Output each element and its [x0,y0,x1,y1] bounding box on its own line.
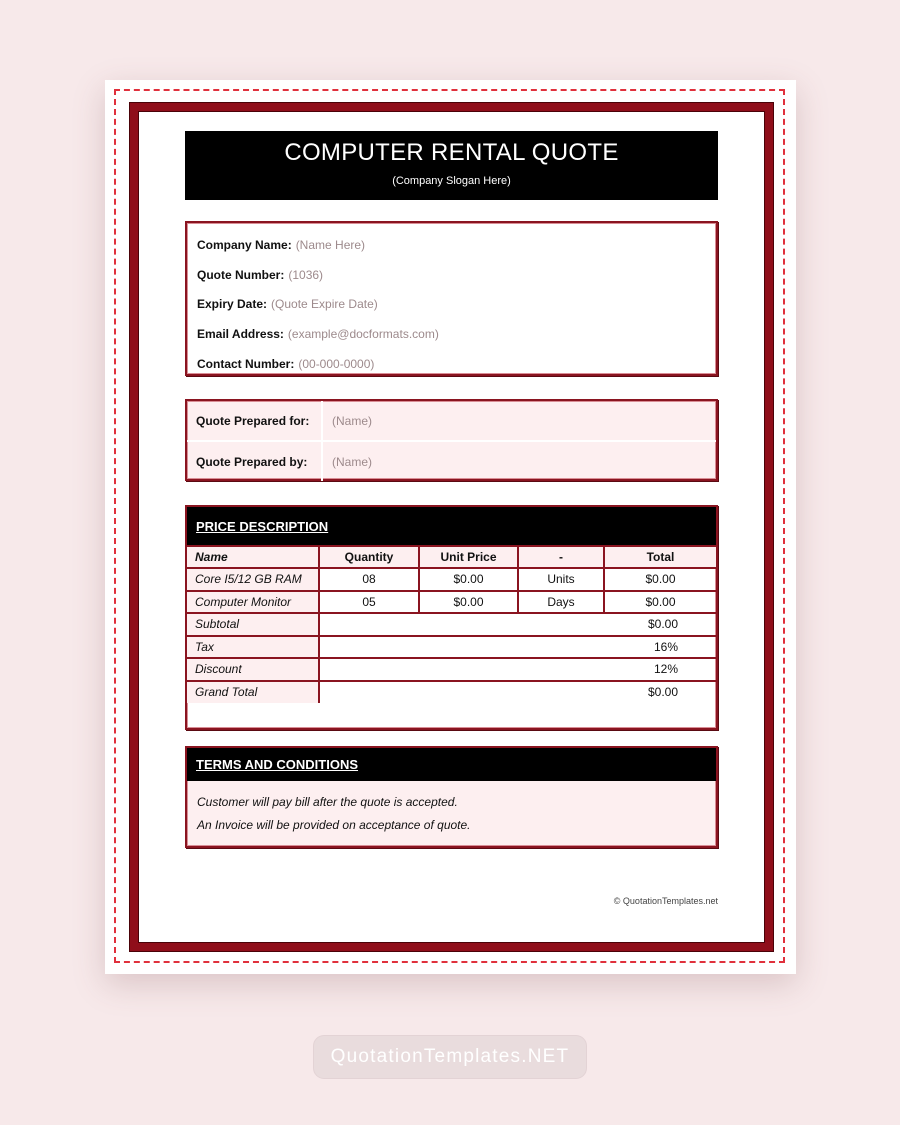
item-total[interactable]: $0.00 [604,568,716,591]
prepared-for-row [187,401,716,440]
field-label: Contact Number: [197,356,295,371]
site-watermark: QuotationTemplates.NET [314,1036,586,1078]
tax-value[interactable]: 16% [319,636,716,659]
grand-total-label: Grand Total [187,681,319,704]
company-slogan: (Company Slogan Here) [392,175,511,187]
col-header-name: Name [187,546,319,568]
company-info-box [185,221,718,376]
terms-heading: TERMS AND CONDITIONS [187,748,716,781]
field-label: Quote Number: [197,267,285,282]
item-unit[interactable]: Units [518,568,604,591]
item-name[interactable]: Computer Monitor [187,591,319,614]
terms-line: Customer will pay bill after the quote is accepted. [197,795,458,809]
quote-number-value[interactable]: (1036) [288,267,324,282]
tax-row [187,636,716,659]
terms-body [187,781,716,837]
field-label: Company Name: [197,237,292,252]
prepared-box [185,399,718,481]
item-unit[interactable]: Days [518,591,604,614]
expiry-date-value[interactable]: (Quote Expire Date) [271,297,378,312]
item-quantity[interactable]: 05 [319,591,419,614]
col-header-unit: - [518,546,604,568]
discount-row [187,658,716,681]
prepared-by-value[interactable]: (Name) [332,454,373,469]
price-description-box [185,505,718,730]
grand-total-row [187,681,716,704]
item-unit-price[interactable]: $0.00 [419,568,518,591]
col-header-total: Total [604,546,716,568]
subtotal-label: Subtotal [187,613,319,636]
col-header-unit-price: Unit Price [419,546,518,568]
price-heading: PRICE DESCRIPTION [187,507,716,545]
discount-label: Discount [187,658,319,681]
table-header-row [187,546,716,568]
company-name-row [197,230,706,260]
email-address-value[interactable]: (example@docformats.com) [287,326,439,341]
table-row [187,568,716,591]
subtotal-value[interactable]: $0.00 [319,613,716,636]
tax-label: Tax [187,636,319,659]
prepared-for-value[interactable]: (Name) [332,413,373,428]
subtotal-row [187,613,716,636]
expiry-date-row [197,289,706,319]
contact-number-row [197,349,706,379]
company-name-value[interactable]: (Name Here) [295,237,366,252]
table-row [187,591,716,614]
terms-line: An Invoice will be provided on acceptance of quote. [197,818,471,832]
field-label: Expiry Date: [197,297,268,312]
quote-header [185,131,718,200]
email-address-row [197,319,706,349]
item-name[interactable]: Core I5/12 GB RAM [187,568,319,591]
terms-box [185,746,718,848]
copyright-text: © QuotationTemplates.net [613,896,718,906]
item-total[interactable]: $0.00 [604,591,716,614]
prepared-for-label: Quote Prepared for: [187,401,323,440]
quote-number-row [197,260,706,290]
quote-title: COMPUTER RENTAL QUOTE [284,139,619,166]
field-label: Email Address: [197,326,284,341]
item-unit-price[interactable]: $0.00 [419,591,518,614]
discount-value[interactable]: 12% [319,658,716,681]
price-table [187,545,716,703]
contact-number-value[interactable]: (00-000-0000) [298,356,375,371]
prepared-by-row [187,440,716,481]
grand-total-value[interactable]: $0.00 [319,681,716,704]
prepared-by-label: Quote Prepared by: [187,442,323,481]
col-header-quantity: Quantity [319,546,419,568]
item-quantity[interactable]: 08 [319,568,419,591]
